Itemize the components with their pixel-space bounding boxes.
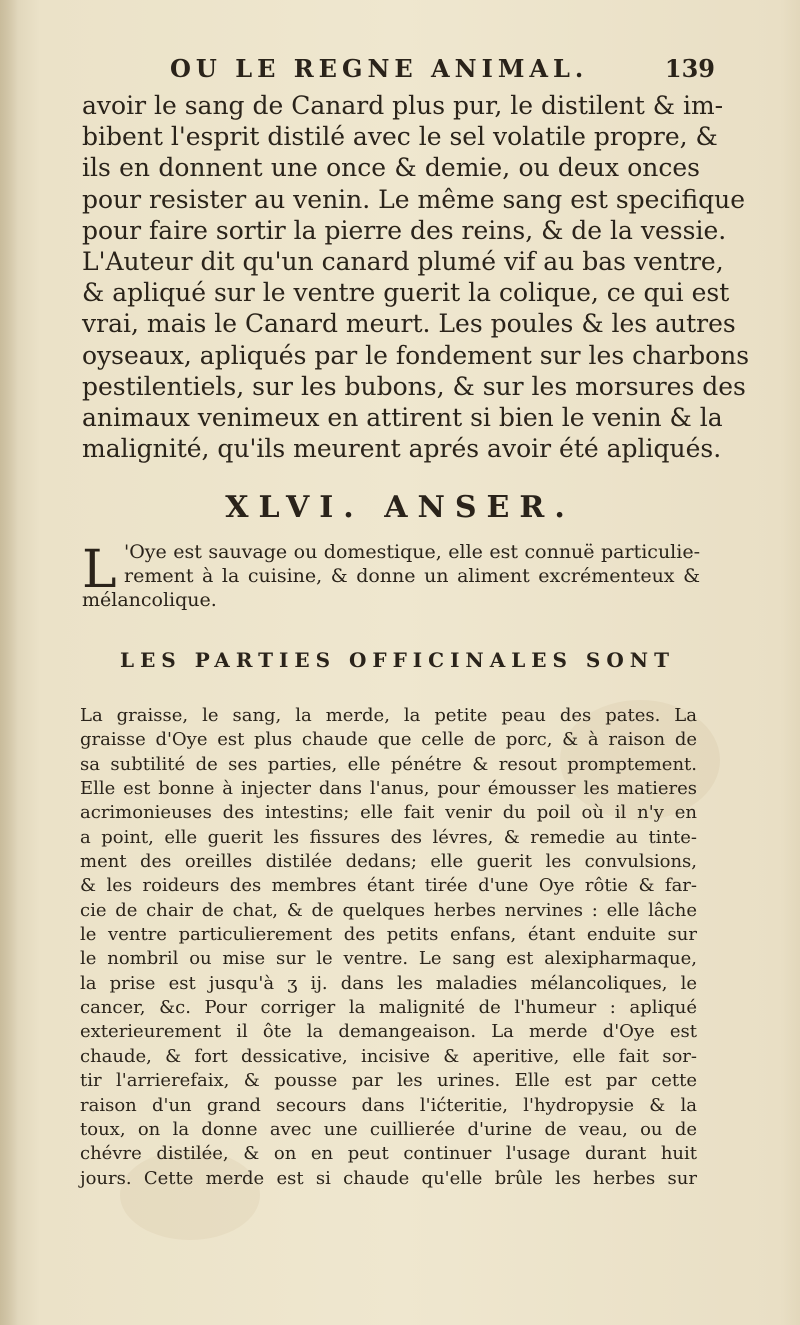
text-line: L'Auteur dit qu'un canard plumé vif au bas ventre,	[82, 247, 724, 277]
text-line: cie de chair de chat, & de quelques herbes nervines : elle lâche	[80, 899, 697, 921]
text-line: 'Oye est sauvage ou domestique, elle est connuë particulie-	[124, 541, 700, 563]
top-paragraph	[82, 90, 750, 464]
text-line: bibent l'esprit distilé avec le sel volatile propre, &	[82, 122, 718, 152]
text-line: ils en donnent une once & demie, ou deux onces	[82, 153, 700, 183]
text-line: pour faire sortir la pierre des reins, & de la vessie.	[82, 215, 727, 245]
text-line: acrimonieuses des intestins; elle fait venir du poil où il n'y en	[80, 802, 697, 824]
text-line: & les roideurs des membres étant tirée d'une Oye rôtie & far-	[80, 875, 697, 897]
drop-cap: L	[82, 540, 117, 600]
text-line: chaude, & fort dessicative, incisive & aperitive, elle fait sor-	[80, 1045, 697, 1067]
text-line: exterieurement il ôte la demangeaison. La merde d'Oye est	[80, 1021, 697, 1043]
body-paragraph	[80, 704, 697, 1191]
text-line: cancer, &c. Pour corriger la malignité de l'humeur : apliqué	[80, 997, 697, 1019]
text-line: Elle est bonne à injecter dans l'anus, pour émousser les matieres	[80, 778, 697, 800]
text-line: tir l'arrierefaix, & pousse par les urines. Elle est par cette	[80, 1070, 697, 1092]
text-line: ment des oreilles distilée dedans; elle guerit les convulsions,	[80, 851, 697, 873]
text-line: mélancolique.	[82, 589, 217, 611]
text-line: le ventre particulierement des petits enfans, étant enduite sur	[80, 924, 697, 946]
page-gutter-shadow	[0, 0, 18, 1325]
section-heading: XLVI. ANSER.	[225, 490, 575, 525]
text-line: avoir le sang de Canard plus pur, le distilent & im-	[82, 91, 724, 120]
text-line: vrai, mais le Canard meurt. Les poules & les autres	[82, 309, 736, 339]
text-line: La graisse, le sang, la merde, la petite peau des pates. La	[80, 705, 697, 726]
text-line: la prise est jusqu'à ʒ ij. dans les maladies mélancoliques, le	[80, 972, 697, 994]
text-line: graisse d'Oye est plus chaude que celle de porc, & à raison de	[80, 729, 697, 751]
text-line: pestilentiels, sur les bubons, & sur les morsures des	[82, 371, 746, 401]
text-line: oyseaux, apliqués par le fondement sur les charbons	[82, 340, 750, 370]
text-line: a point, elle guerit les fissures des lévres, & remedie au tinte-	[80, 826, 697, 848]
page-header	[170, 54, 715, 88]
text-line: jours. Cette merde est si chaude qu'elle brûle les herbes sur	[80, 1167, 697, 1189]
text-line: chévre distilée, & on en peut continuer l'usage durant huit	[80, 1143, 697, 1165]
text-line: toux, on la donne avec une cuillierée d'urine de veau, ou de	[80, 1118, 697, 1140]
text-line: rement à la cuisine, & donne un aliment excrémenteux &	[124, 565, 700, 587]
intro-paragraph	[82, 540, 700, 612]
text-line: sa subtilité de ses parties, elle pénétre & resout promptement.	[80, 753, 697, 775]
text-line: le nombril ou mise sur le ventre. Le sang est alexipharmaque,	[80, 948, 697, 970]
text-line: & apliqué sur le ventre guerit la colique, ce qui est	[82, 278, 730, 308]
subheading: LES PARTIES OFFICINALES SONT	[120, 648, 675, 672]
text-line: raison d'un grand secours dans l'ićteritie, l'hydropysie & la	[80, 1094, 697, 1116]
text-line: malignité, qu'ils meurent aprés avoir été apliqués.	[82, 434, 722, 464]
text-line: animaux venimeux en attirent si bien le venin & la	[82, 403, 723, 433]
text-line: pour resister au venin. Le même sang est specifique	[82, 184, 746, 214]
running-title: OU LE REGNE ANIMAL.	[170, 54, 589, 83]
page-number: 139	[664, 54, 715, 83]
